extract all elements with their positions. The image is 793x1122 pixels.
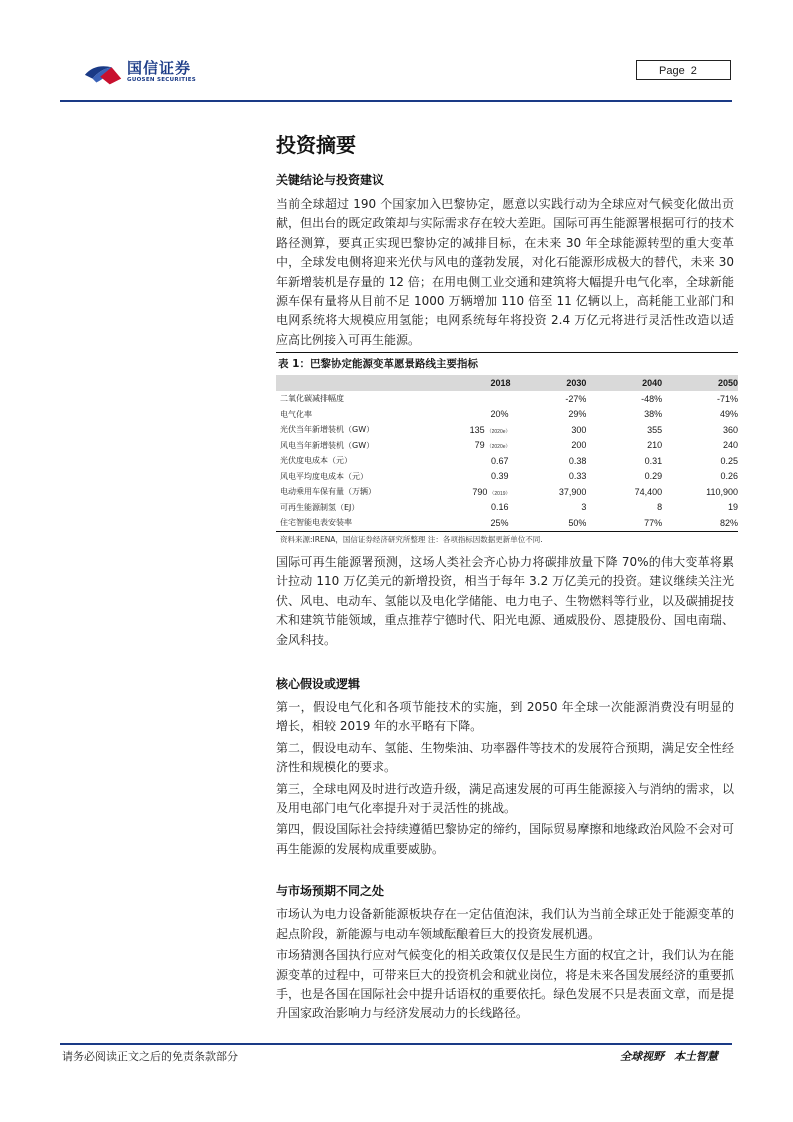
year-note: （2020e） <box>486 444 511 451</box>
value-cell-2040: -48% <box>641 393 663 404</box>
row-label-cell: 二氧化碳减排幅度 <box>280 394 344 404</box>
page-header <box>0 0 793 102</box>
difference-paragraph-2: 市场猜测各国执行应对气候变化的相关政策仅仅是民生方面的权宜之计，我们认为在能源变革的过程中，可带来巨大的投资机会和就业岗位，将是未来各国发展经济的重要抓手，也是各国在国际社会中提升话语权的重要依托。绿色发展不只是表面文章，而是提升国家政治影响力与经济发展动力的长线路径。 <box>276 948 734 1021</box>
table-row <box>276 453 738 469</box>
table-header-cell: 2018 <box>434 375 511 391</box>
value-cell-2030: 0.38 <box>568 455 587 466</box>
value-cell-2050: -71% <box>716 393 738 404</box>
company-logo <box>83 56 196 88</box>
table-row <box>276 500 738 516</box>
assumption-paragraph-3: 第三，全球电网及时进行改造升级，满足高速发展的可再生能源接入与消纳的需求，以及用电部门电气化率提升对于灵活性的挑战。 <box>276 781 734 816</box>
table-row <box>276 469 738 485</box>
footer-disclaimer: 请务必阅读正文之后的免责条款部分 <box>62 1050 238 1063</box>
logo-english-name: GUOSEN SECURITIES <box>127 77 197 83</box>
value-cell-2050: 110,900 <box>706 486 738 497</box>
difference-paragraph-1: 市场认为电力设备新能源板块存在一定估值泡沫，我们认为当前全球正处于能源变革的起点阶段，新能源与电动车领域酝酿着巨大的投资发展机遇。 <box>276 907 734 941</box>
page-number: 2 <box>690 65 697 77</box>
page-label: Page <box>659 65 685 77</box>
table-header-cell <box>276 375 434 391</box>
value-cell-2030: 29% <box>568 409 587 420</box>
year-note: （2020e） <box>486 428 511 435</box>
table-source-note: 资料来源:IRENA，国信证券经济研究所整理 注：各项指标因数据更新单位不同. <box>280 534 543 544</box>
value-cell-2018: 20% <box>490 409 509 420</box>
value-cell-2050: 240 <box>722 440 738 451</box>
main-content <box>276 130 734 350</box>
row-label-cell: 风电平均度电成本（元） <box>280 471 368 481</box>
value-cell-2040: 74,400 <box>634 486 663 497</box>
section-heading-conclusion: 关键结论与投资建议 <box>276 173 385 187</box>
assumption-paragraph-4: 第四，假设国际社会持续遵循巴黎协定的缔约，国际贸易摩擦和地缘政治风险不会对可再生能源的发展构成重要威胁。 <box>276 822 734 856</box>
table-row <box>276 422 738 438</box>
value-cell-2030: 0.33 <box>568 471 587 482</box>
section-heading-assumptions: 核心假设或逻辑 <box>276 677 361 692</box>
row-label-cell: 光伏度电成本（元） <box>280 456 352 466</box>
value-cell-2050: 0.25 <box>720 455 738 466</box>
table-header-cell: 2050 <box>662 375 738 391</box>
year-note: （2019） <box>489 490 511 497</box>
table-row <box>276 515 738 531</box>
value-cell-2040: 8 <box>657 502 663 513</box>
value-cell-2040: 0.29 <box>644 471 663 482</box>
row-label-cell: 风电当年新增装机（GW） <box>280 440 375 450</box>
table-row <box>276 484 738 500</box>
value-cell-2050: 360 <box>722 424 738 435</box>
value-cell-2030: 3 <box>581 502 587 513</box>
row-label-cell: 住宅智能电表安装率 <box>276 515 434 531</box>
value-cell-2050: 49% <box>719 409 738 420</box>
value-cell-2040: 77% <box>586 515 662 531</box>
value-cell-2040: 0.31 <box>644 455 663 466</box>
value-cell-2030: 50% <box>511 515 587 531</box>
table-header-row <box>276 375 738 391</box>
row-label-cell: 电气化率 <box>280 409 312 419</box>
main-content-2 <box>276 553 734 1024</box>
page-indicator <box>636 60 731 80</box>
investment-paragraph: 国际可再生能源署预测，这场人类社会齐心协力将碳排放量下降 70%的伟大变革将累计拉动 110 万亿美元的新增投资，相当于每年 3.2 万亿美元的投资。建议继续关注光伏、风电、电动车、氢能以及电化学储能、电力电子、生物燃料等行业，以及碳捕捉技术和建筑节能领域，重点推荐宁德时代、阳光电源、通威股份、恩捷股份、国电南瑞、金风科技。 <box>276 555 734 647</box>
footer-divider <box>60 1043 732 1045</box>
data-table <box>276 375 738 532</box>
section-heading-difference: 与市场预期不同之处 <box>276 884 385 899</box>
table-title: 表 1：巴黎协定能源变革愿景路线主要指标 <box>276 352 738 375</box>
value-cell-2018: 135 （2020e） <box>469 424 511 435</box>
footer-slogan: 全球视野 本土智慧 <box>620 1050 718 1063</box>
assumption-paragraph-1: 第一，假设电气化和各项节能技术的实施，到 2050 年全球一次能源消费没有明显的增长，相较 2019 年的水平略有下降。 <box>276 700 734 734</box>
value-cell-2040: 38% <box>644 409 663 420</box>
logo-mark-icon <box>83 57 125 87</box>
row-label-cell: 光伏当年新增装机（GW） <box>280 425 375 435</box>
table-row <box>276 391 738 407</box>
header-divider <box>60 100 732 102</box>
value-cell-2050: 0.26 <box>720 471 738 482</box>
value-cell-2018: 79 （2020e） <box>474 440 511 451</box>
table-header-cell: 2030 <box>511 375 587 391</box>
value-cell-2030: -27% <box>565 393 587 404</box>
value-cell-2018: 790 （2019） <box>472 486 511 497</box>
value-cell-2030: 37,900 <box>558 486 587 497</box>
row-label-cell: 可再生能源制氢（EJ） <box>280 502 360 512</box>
value-cell-2050: 19 <box>727 502 738 513</box>
value-cell-2040: 355 <box>647 424 663 435</box>
value-cell-2040: 210 <box>647 440 663 451</box>
conclusion-paragraph: 当前全球超过 190 个国家加入巴黎协定，愿意以实践行动为全球应对气候变化做出贡献，但出台的既定政策却与实际需求存在较大差距。国际可再生能源署根据可行的技术路径测算，要真正实现巴黎协定的减排目标，在未来 30 年全球能源转型的重大变革中，全球发电侧将迎来光伏与风电的蓬勃发展，对化石能源形成极大的替代，未来 30 年新增装机是存量的 12 倍；在用电侧工业交通和建筑将大幅提升电气化率，全球新能源车保有量将从目前不足 1000 万辆增加 110 倍至 11 亿辆以上，高耗能工业部门和电网系统将大规模应用氢能；电网系统每年将投资 2.4 万亿元将进行灵活性改造以适应高比例接入可再生能源。 <box>276 197 734 347</box>
table-row <box>276 438 738 454</box>
row-label-cell: 电动乘用车保有量（万辆） <box>280 487 376 497</box>
value-cell-2018: 0.39 <box>491 471 509 482</box>
table-row <box>276 407 738 423</box>
table-header-cell: 2040 <box>586 375 662 391</box>
value-cell-2018: 25% <box>434 515 511 531</box>
value-cell-2030: 300 <box>571 424 587 435</box>
assumption-paragraph-2: 第二，假设电动车、氢能、生物柴油、功率器件等技术的发展符合预期，满足安全性经济性和规模化的要求。 <box>276 740 734 775</box>
value-cell-2018 <box>434 391 511 407</box>
value-cell-2018: 0.16 <box>491 502 509 513</box>
value-cell-2050: 82% <box>662 515 738 531</box>
indicator-table <box>276 352 738 548</box>
page-title: 投资摘要 <box>276 133 356 157</box>
logo-chinese-name: 国信证券 <box>127 59 192 77</box>
value-cell-2018: 0.67 <box>491 455 509 466</box>
value-cell-2030: 200 <box>571 440 587 451</box>
